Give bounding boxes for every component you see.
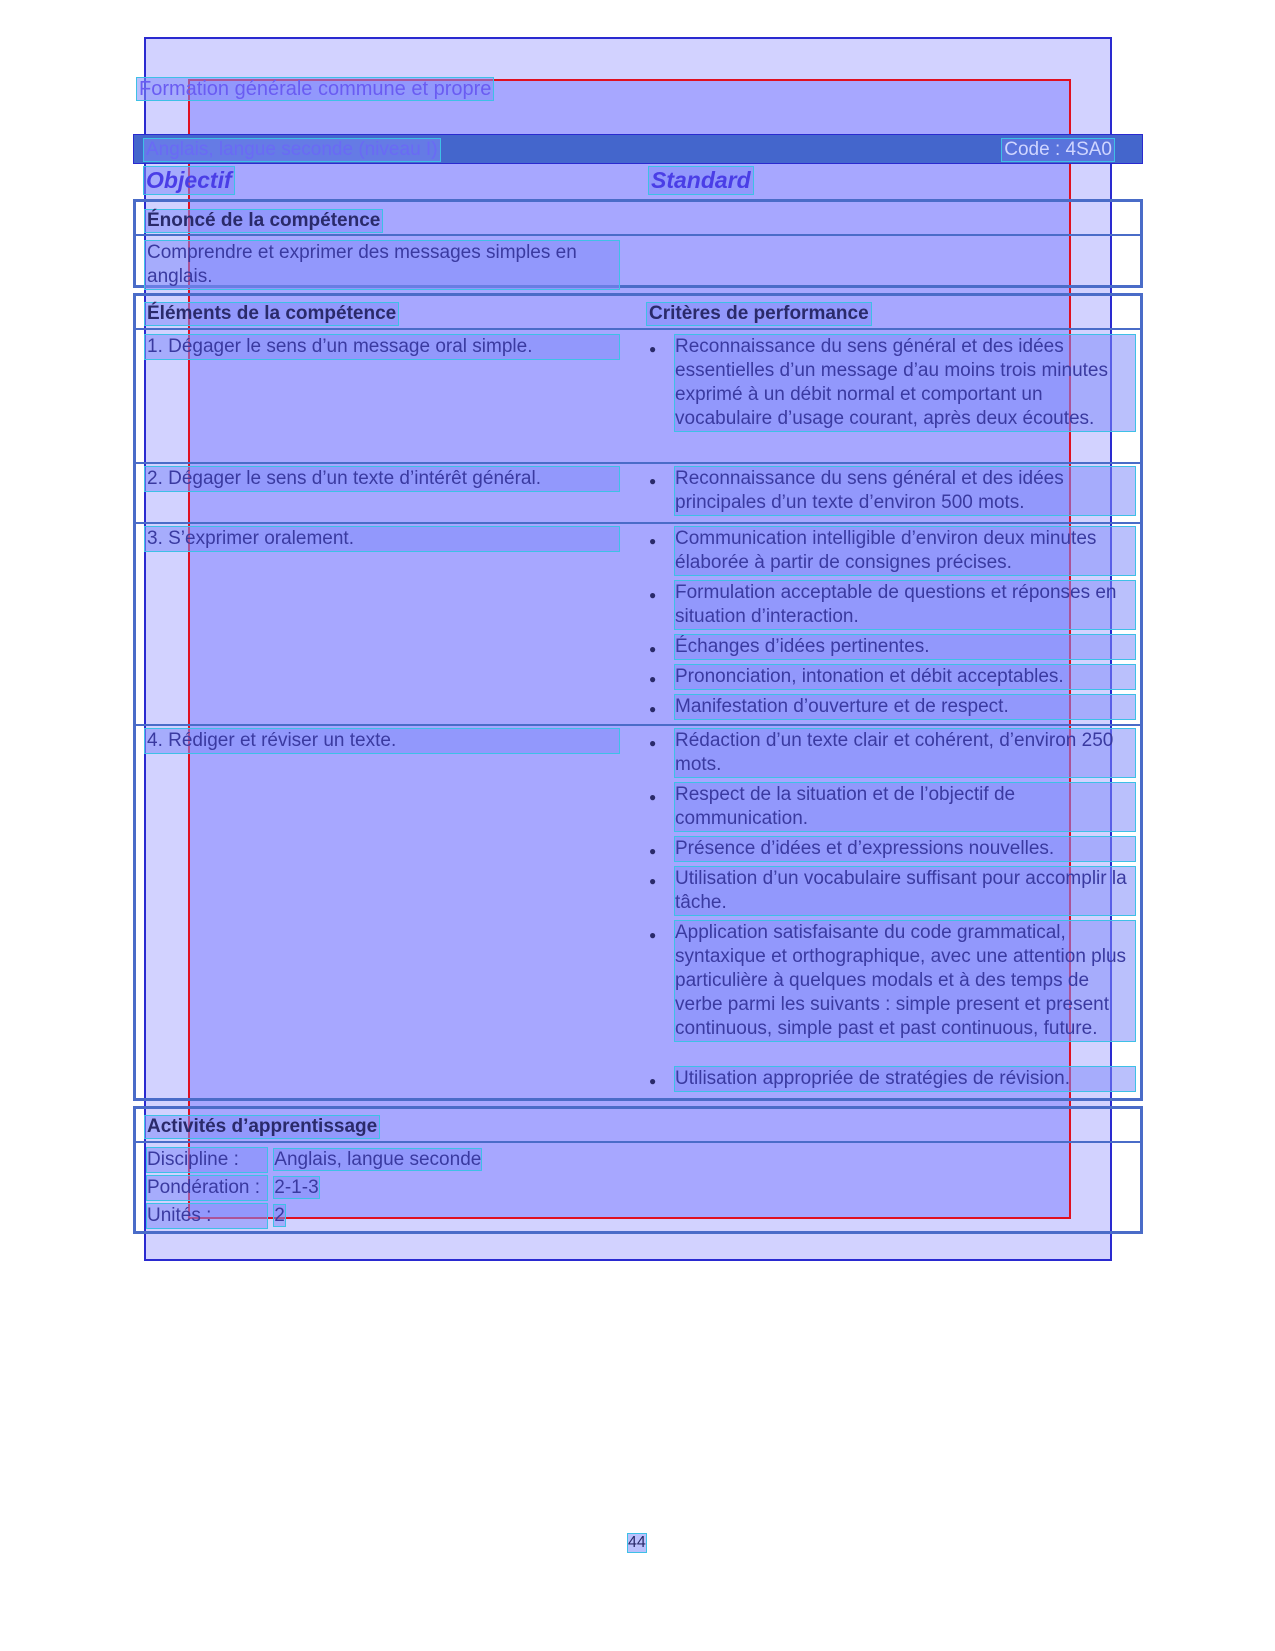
bullet-icon: ● (649, 702, 657, 716)
criterion: ● Reconnaissance du sens général et des idées essentielles d’un message d’au moins trois minutes exprimé à un débit normal et comportant un vocabulaire d’usage courant, après deux écoutes. (674, 334, 1136, 432)
row-divider (136, 328, 1140, 330)
criterion: ● Respect de la situation et de l’objectif de communication. (674, 782, 1136, 832)
bullet-icon: ● (649, 736, 657, 750)
units-label: Unités : (146, 1203, 268, 1229)
competence-header: Énoncé de la compétence (144, 209, 383, 233)
bullet-icon: ● (649, 642, 657, 656)
course-code-value: 4SA0 (1065, 139, 1112, 160)
ponderation-value: 2-1-3 (274, 1177, 319, 1198)
bullet-icon: ● (649, 790, 657, 804)
activities-table (133, 1106, 1143, 1234)
standard-heading: Standard (648, 166, 754, 195)
bullet-icon: ● (649, 474, 657, 488)
ponderation-row (144, 1175, 322, 1201)
page-number: 44 (628, 1534, 646, 1551)
element-4: 4. Rédiger et réviser un texte. (144, 728, 620, 754)
ponderation-label: Pondération : (146, 1175, 268, 1201)
row-divider (136, 234, 1140, 236)
bullet-icon: ● (649, 534, 657, 548)
bullet-icon: ● (649, 342, 657, 356)
course-code (1001, 138, 1115, 162)
criterion: ● Présence d’idées et d’expressions nouvelles. (674, 836, 1136, 862)
criteria-col-header: Critères de performance (646, 302, 872, 326)
elements-col-header: Éléments de la compétence (144, 302, 399, 326)
discipline-value: Anglais, langue seconde (274, 1149, 482, 1170)
criterion: ● Application satisfaisante du code grammatical, syntaxique et orthographique, avec une attention plus particulière à quelques modals et à des temps de verbe parmi les suivants : simple present et present continuous, simple past et past continuous, future. (674, 920, 1136, 1042)
activities-header: Activités d’apprentissage (144, 1115, 380, 1139)
elements-table (133, 293, 1143, 1101)
competence-table (133, 199, 1143, 288)
row-divider (136, 522, 1140, 524)
criterion: ● Communication intelligible d’environ deux minutes élaborée à partir de consignes précises. (674, 526, 1136, 576)
criterion: ● Prononciation, intonation et débit acceptables. (674, 664, 1136, 690)
course-code-label: Code : (1004, 139, 1061, 160)
criterion: ● Échanges d’idées pertinentes. (674, 634, 1136, 660)
criterion: ● Rédaction d’un texte clair et cohérent, d’environ 250 mots. (674, 728, 1136, 778)
objective-heading: Objectif (143, 166, 235, 195)
bullet-icon: ● (649, 588, 657, 602)
criterion: ● Manifestation d’ouverture et de respect. (674, 694, 1136, 720)
criterion: ● Utilisation d’un vocabulaire suffisant pour accomplir la tâche. (674, 866, 1136, 916)
element-3: 3. S’exprimer oralement. (144, 526, 620, 552)
bullet-icon: ● (649, 928, 657, 942)
section-title: Formation générale commune et propre (136, 77, 494, 101)
criterion: ● Reconnaissance du sens général et des idées principales d’un texte d’environ 500 mots. (674, 466, 1136, 516)
units-row (144, 1203, 288, 1229)
row-divider (136, 462, 1140, 464)
bullet-icon: ● (649, 844, 657, 858)
discipline-label: Discipline : (146, 1147, 268, 1173)
units-value: 2 (274, 1205, 285, 1226)
bullet-icon: ● (649, 874, 657, 888)
element-1: 1. Dégager le sens d’un message oral simple. (144, 334, 620, 360)
competence-text: Comprendre et exprimer des messages simples en anglais. (144, 240, 620, 290)
bullet-icon: ● (649, 672, 657, 686)
row-divider (136, 1141, 1140, 1143)
bullet-icon: ● (649, 1074, 657, 1088)
criterion: ● Utilisation appropriée de stratégies de révision. (674, 1066, 1136, 1092)
criterion: ● Formulation acceptable de questions et réponses en situation d’interaction. (674, 580, 1136, 630)
row-divider (136, 724, 1140, 726)
discipline-row (144, 1147, 484, 1173)
element-2: 2. Dégager le sens d’un texte d’intérêt général. (144, 466, 620, 492)
course-name: Anglais, langue seconde (niveau I) (143, 138, 441, 162)
